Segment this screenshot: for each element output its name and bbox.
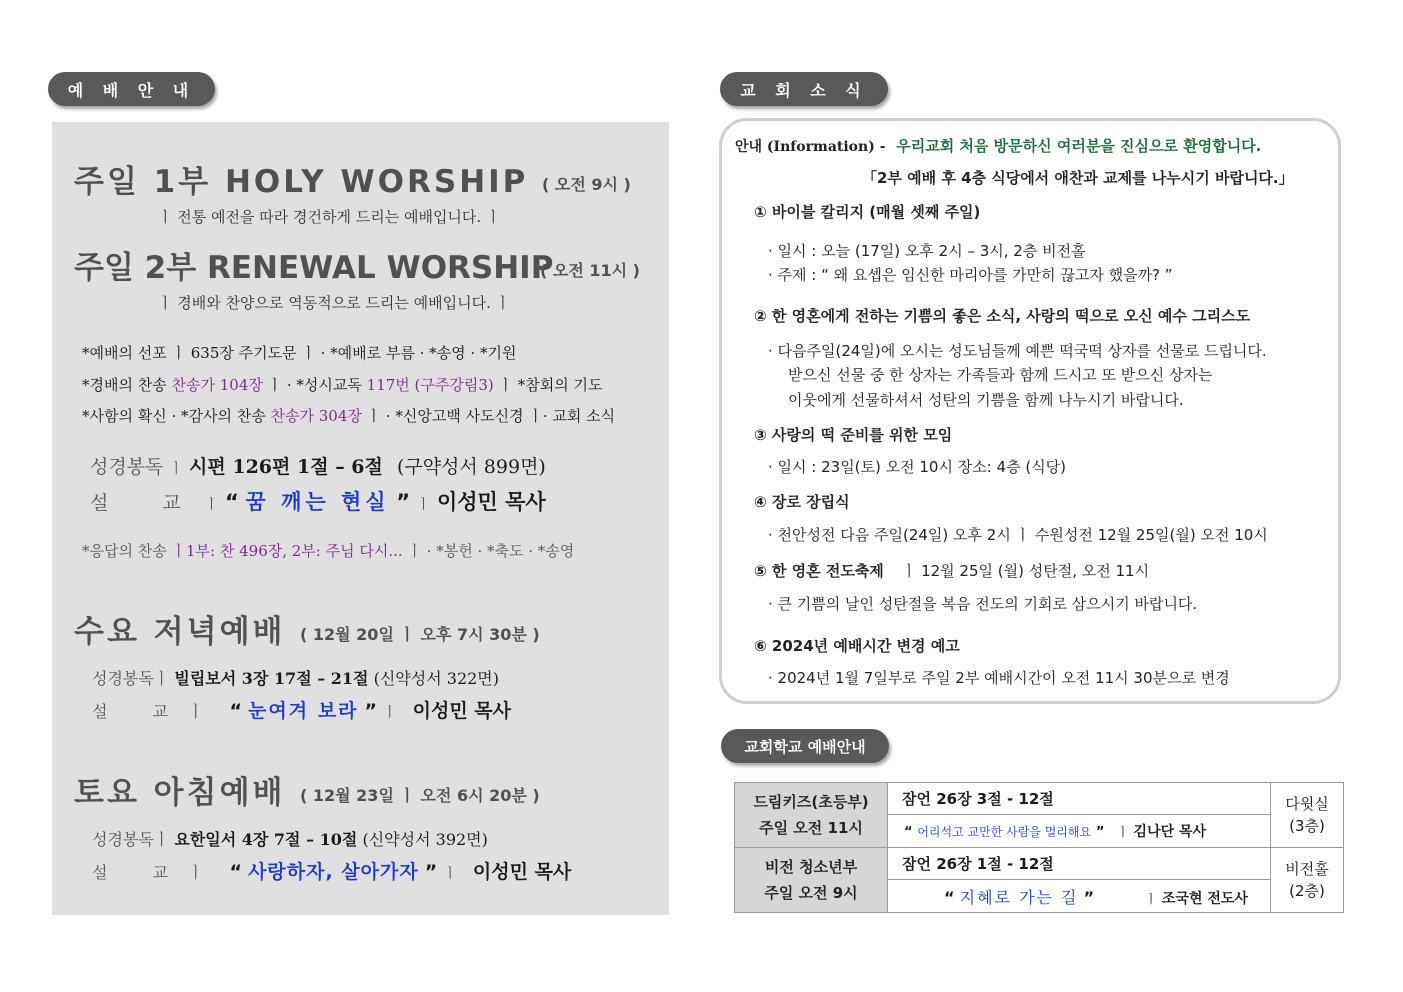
sat-sermon-line: 설 교ㅣ “ 사랑하자, 살아가자 ” ㅣ 이성민 목사: [92, 861, 572, 883]
school-scripture-cell: 잠언 26장 3절 - 12절: [888, 783, 1271, 815]
response-line: *응답의 찬송 ㅣ1부: 찬 496장, 2부: 주님 다시... ㅣ · *봉헌 · *축도 · *송영: [82, 542, 575, 560]
item1-heading: ① 바이블 칼리지 (매월 셋째 주일): [754, 203, 981, 221]
second-service-time: ( 오전 11시 ): [540, 261, 640, 280]
item1-line1: · 일시 : 오늘 (17일) 오후 2시 – 3시, 2층 비전홀: [768, 242, 1086, 260]
table-row: [735, 783, 1344, 815]
wed-service-title: 수요 저녁예배: [74, 614, 286, 650]
school-sermon-cell: “ 지혜로 가는 길 ” ㅣ 조국현 전도사: [888, 880, 1271, 913]
school-dept-cell: 드림키즈(초등부) 주일 오전 11시: [735, 783, 888, 848]
school-room-cell: 비전홀 (2층): [1271, 848, 1344, 913]
school-header: 교회학교 예배안내: [721, 729, 889, 763]
order-line-1: *예배의 선포 ㅣ 635장 주기도문 ㅣ · *예배로 부름 · *송영 · *기원: [82, 344, 517, 362]
news-panel: [719, 118, 1341, 704]
school-room-cell: 다윗실 (3층): [1271, 783, 1344, 848]
school-table: [734, 782, 1344, 913]
first-service-title: 주일 1부 HOLY WORSHIP: [74, 164, 529, 200]
first-service-time: ( 오전 9시 ): [542, 175, 631, 194]
item4-heading: ④ 장로 장립식: [754, 493, 850, 511]
worship-header: 예 배 안 내: [48, 72, 215, 106]
sat-scripture-line: 성경봉독ㅣ 요한일서 4장 7절 – 10절 (신약성서 392면): [92, 830, 488, 849]
wed-sermon-line: 설 교ㅣ “ 눈여겨 보라 ” ㅣ 이성민 목사: [92, 700, 512, 722]
order-line-2: *경배의 찬송 찬송가 104장 ㅣ · *성시교독 117번 (구주강림3) ㅣ *참회의 기도: [82, 376, 603, 394]
item3-line1: · 일시 : 23일(토) 오전 10시 장소: 4층 (식당): [768, 458, 1067, 476]
wed-service-time: ( 12월 20일 ㅣ 오후 7시 30분 ): [300, 625, 540, 644]
sat-service-time: ( 12월 23일 ㅣ 오전 6시 20분 ): [300, 786, 540, 805]
news-header: 교 회 소 식: [720, 72, 888, 106]
school-scripture-cell: 잠언 26장 1절 - 12절: [888, 848, 1271, 880]
scripture-line: 성경봉독 ㅣ 시편 126편 1절 – 6절 (구약성서 899면): [90, 456, 546, 478]
sermon-line: 설 교ㅣ “ 꿈 깨는 현실 ” ㅣ 이성민 목사: [90, 490, 546, 514]
first-service-desc: ㅣ 전통 예전을 따라 경건하게 드리는 예배입니다. ㅣ: [158, 208, 501, 226]
info-line: 안내 (Information) - 우리교회 처음 방문하신 여러분을 진심으로 환영합니다.: [735, 137, 1262, 155]
item5-line1: · 큰 기쁨의 날인 성탄절을 복음 전도의 기회로 삼으시기 바랍니다.: [768, 595, 1198, 613]
school-sermon-cell: “ 어리석고 교만한 사람을 멀리해요 ” ㅣ 김나단 목사: [888, 815, 1271, 848]
item1-line2: · 주제 : “ 왜 요셉은 임신한 마리아를 가만히 끊고자 했을까? ”: [768, 266, 1173, 284]
item3-heading: ③ 사랑의 떡 준비를 위한 모임: [754, 426, 953, 444]
second-service-desc: ㅣ 경배와 찬양으로 역동적으로 드리는 예배입니다. ㅣ: [158, 294, 511, 312]
item2-line2: 받으신 선물 중 한 상자는 가족들과 함께 드시고 또 받으신 상자는: [788, 366, 1213, 384]
item2-line3: 이웃에게 선물하셔서 성탄의 기쁨을 함께 나누시기 바랍니다.: [788, 391, 1184, 409]
item6-heading: ⑥ 2024년 예배시간 변경 예고: [754, 637, 960, 655]
item4-line1: · 천안성전 다음 주일(24일) 오후 2시 ㅣ 수원성전 12월 25일(월) 오전 10시: [768, 526, 1268, 544]
info-sub: 「2부 예배 후 4층 식당에서 애찬과 교제를 나누시기 바랍니다.」: [862, 169, 1294, 187]
item2-heading: ② 한 영혼에게 전하는 기쁨의 좋은 소식, 사랑의 떡으로 오신 예수 그리스도: [754, 307, 1251, 325]
item5-heading: ⑤ 한 영혼 전도축제 ㅣ 12월 25일 (월) 성탄절, 오전 11시: [754, 562, 1150, 580]
school-dept-cell: 비전 청소년부 주일 오전 9시: [735, 848, 888, 913]
worship-panel: [52, 122, 669, 915]
order-line-3: *사함의 확신 · *감사의 찬송 찬송가 304장 ㅣ · *신앙고백 사도신경 ㅣ· 교회 소식: [82, 407, 616, 425]
second-service-title: 주일 2부 RENEWAL WORSHIP: [74, 250, 554, 286]
item2-line1: · 다음주일(24일)에 오시는 성도님들께 예쁜 떡국떡 상자를 선물로 드립니다.: [768, 342, 1267, 360]
wed-scripture-line: 성경봉독ㅣ 빌립보서 3장 17절 – 21절 (신약성서 322면): [92, 669, 499, 688]
item6-line1: · 2024년 1월 7일부로 주일 2부 예배시간이 오전 11시 30분으로 변경: [768, 669, 1230, 687]
table-row: [735, 848, 1344, 880]
sat-service-title: 토요 아침예배: [74, 775, 286, 811]
